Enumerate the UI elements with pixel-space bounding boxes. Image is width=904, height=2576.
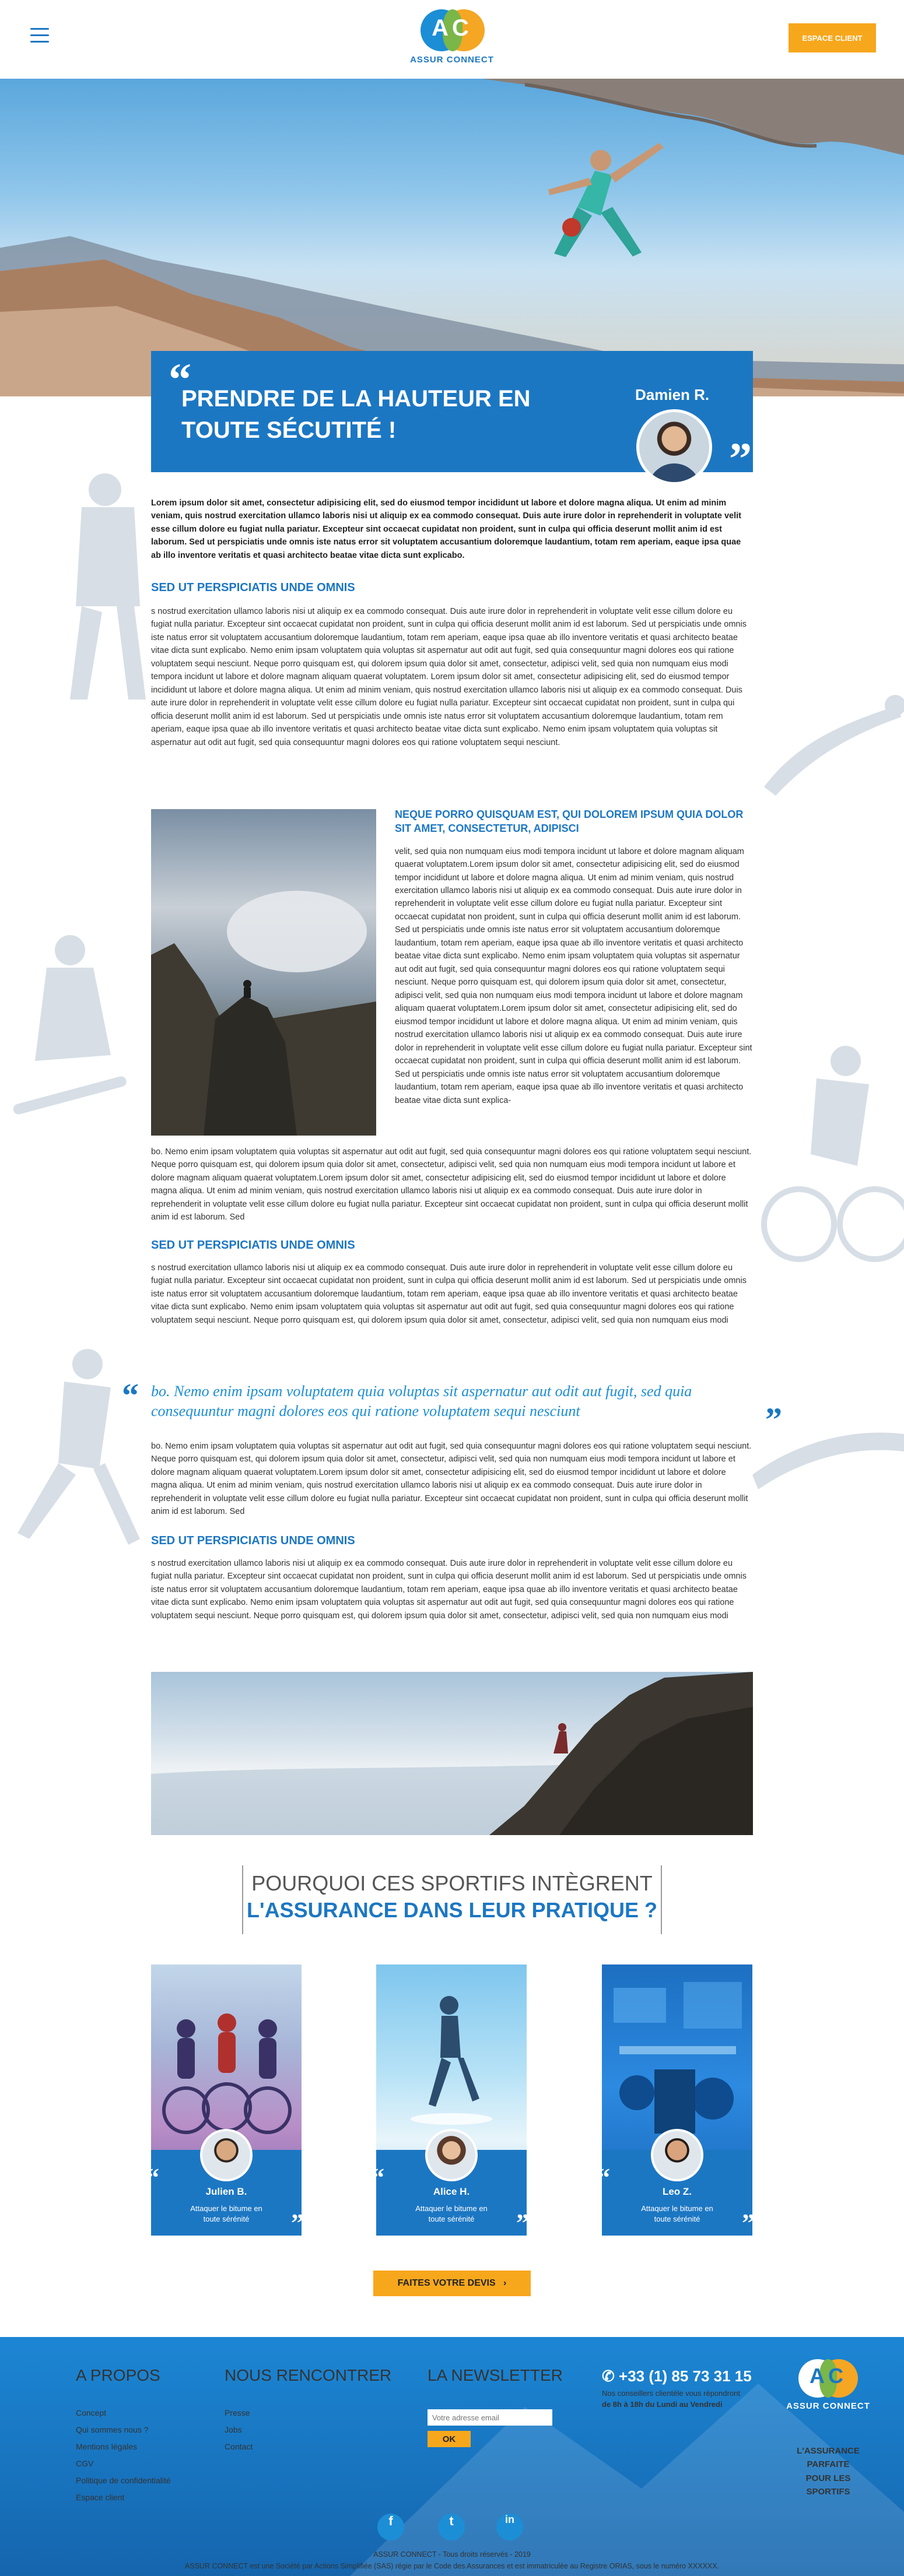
quote-close-icon: ” [729,433,752,484]
card-name: Julien B. [205,2186,247,2197]
footer-about-links [76,2405,171,2506]
sea-cliff-photo [151,1672,753,1835]
pull-quote-text: bo. Nemo enim ipsam voluptatem quia voluptas sit aspernatur aut odit aut fugit, sed quia consequuntur magni dolores eos qui ratione voluptatem sequi nesciunt [151,1383,692,1419]
mountain-photo [151,809,376,1136]
climber-figure [513,120,700,294]
section-2-continued [151,1145,753,1224]
bg-swimmer-right [752,1370,904,1516]
athlete-card[interactable] [597,1964,755,2237]
copyright: ASSUR CONNECT - Tous droits réservés - 2019 [373,2550,531,2559]
section-3-text: s nostrud exercitation ullamco laboris nisi ut aliquip ex ea commodo consequat. Duis aute irure dolor in reprehenderit in voluptate velit esse cillum dolore eu fugiat nulla pariatur. Excepteur sint occaecat cupidatat non proident, sunt in culpa qui officia deserunt mollit anim id est laborum. Sed ut perspiciatis unde omnis iste natus error sit voluptatem accusantium doloremque laudantium, totam rem aperiam, eaque ipsa quae ab illo inventore veritatis et quasi architecto beatae vitae dicta sunt explicabo. Nemo enim ipsam voluptatem quia voluptas sit aspernatur aut odit aut fugit, sed quia consequuntur magni dolores eos qui ratione voluptatem sequi nesciunt. Neque porro quisquam est, qui dolorem ipsum quia dolor sit amet, consectetur, adipisci velit, sed quia non numquam eius modi [151,1263,747,1325]
section-4-title: SED UT PERSPICIATIS UNDE OMNIS [151,1534,355,1547]
twitter-icon[interactable]: t [438,2514,465,2540]
footer-link-legal[interactable]: Mentions légales [76,2442,138,2451]
section-3-title: SED UT PERSPICIATIS UNDE OMNIS [151,1239,355,1252]
footer-link-concept[interactable]: Concept [76,2408,107,2417]
after-quote [151,1440,753,1519]
athlete-card[interactable] [146,1964,304,2237]
site-header [0,0,904,79]
footer-logo[interactable] [782,2357,875,2411]
phone-hours [602,2388,754,2410]
card-name: Leo Z. [662,2186,692,2197]
card-description: Attaquer le bitume en toute sérénité [190,2204,262,2223]
legal-notice: ASSUR CONNECT est une Société par Actions Simplifiée (SAS) régie par le Code des Assurances et est immatriculée au Registre ORIAS, sous le numéro XXXXXX. [184,2562,720,2570]
section-3 [151,1239,753,1327]
section-1-text: s nostrud exercitation ullamco laboris nisi ut aliquip ex ea commodo consequat. Duis aute irure dolor in reprehenderit in voluptate velit esse cillum dolore eu fugiat nulla pariatur. Excepteur sint occaecat cupidatat non proident, sunt in culpa qui officia deserunt mollit anim id est laborum. Sed ut perspiciatis unde omnis iste natus error sit voluptatem accusantium doloremque laudantium, totam rem aperiam, eaque ipsa quae ab illo inventore veritatis et quasi architecto beatae vitae dicta sunt explicabo. Nemo enim ipsam voluptatem quia voluptas sit aspernatur aut odit aut fugit, sed quia consequuntur magni dolores eos qui ratione voluptatem sequi nesciunt. Neque porro quisquam est, qui dolorem ipsum quia dolor sit amet, consectetur, adipisci velit, sed quia non numquam eius modi tempora incidunt ut labore et dolore magnam aliquam quaerat voluptatem. Lorem ipsum dolor sit amet, consectetur adipisicing elit, sed do eiusmod tempor incididunt ut labore et dolore magna aliqua. Ut enim ad minim veniam, quis nostrud exercitation ullamco laboris nisi ut aliquip ex ea commodo consequat. Duis aute irure dolor in reprehenderit in voluptate velit esse cillum dolore eu fugiat nulla pariatur. Excepteur sint occaecat cupidatat non proident, sunt in culpa qui officia deserunt mollit anim id est laborum. Sed ut perspiciatis unde omnis iste natus error sit voluptatem accusantium doloremque laudantium, totam rem aperiam, eaque ipsa quae ab illo inventore veritatis et quasi architecto beatae vitae dicta sunt explicabo. Nemo enim ipsam voluptatem quia voluptas sit aspernatur aut odit aut fugit, sed quia consequuntur magni dolores eos qui ratione voluptatem sequi nesciunt. [151,607,747,747]
footer-link-jobs[interactable]: Jobs [225,2425,242,2434]
footer-newsletter-title: LA NEWSLETTER [428,2366,563,2384]
pull-quote [122,1376,782,1439]
quote-open-icon: “ [122,1376,139,1414]
author-name: Damien R. [635,386,710,403]
footer-meet-links [225,2405,253,2455]
quote-close-icon: ” [291,2209,304,2237]
phone-icon: ✆ [602,2367,615,2385]
client-space-button[interactable]: ESPACE CLIENT [789,23,876,52]
arrow-right-icon: › [503,2278,507,2288]
lead-paragraph: Lorem ipsum dolor sit amet, consectetur adipisicing elit, sed do eiusmod tempor incididunt ut labore et dolore magna aliqua. Ut enim ad minim veniam, quis nostrud exercitation ullamco laboris nisi ut aliquip ex ea commodo consequat. Duis aute irure dolor in reprehenderit in voluptate velit esse cillum dolore eu fugiat nulla pariatur. Excepteur sint occaecat cupidatat non proident, sunt in culpa qui officia deserunt mollit anim id est laborum. Sed ut perspiciatis unde omnis iste natus error sit voluptatem accusantium doloremque laudantium, totam rem aperiam, eaque ipsa quae ab illo inventore veritatis et quasi architecto beatae vitae dicta sunt explicabo. [151,498,741,560]
article-title: PRENDRE DE LA HAUTEUR EN TOUTE SÉCUTITÉ ! [181,386,531,443]
athlete-card[interactable] [372,1964,529,2237]
card-description: Attaquer le bitume en toute sérénité [641,2204,713,2223]
why-heading [242,1865,662,1934]
footer-link-client-space[interactable]: Espace client [76,2493,125,2502]
quote-open-icon: “ [597,2163,610,2192]
section-2-title: NEQUE PORRO QUISQUAM EST, QUI DOLOREM IPSUM QUIA DOLOR SIT AMET, CONSECTETUR, ADIPISCI [395,809,744,835]
footer-logo-mark [796,2357,860,2400]
section-1 [151,581,753,749]
bg-cyclist-right [758,1038,904,1271]
bg-diver-right [752,670,904,845]
article-lead [151,497,753,562]
card-avatar [425,2129,478,2181]
quote-open-icon: “ [146,2163,159,2192]
after-quote-text: bo. Nemo enim ipsam voluptatem quia voluptas sit aspernatur aut odit aut fugit, sed quia consequuntur magni dolores eos qui ratione voluptatem sequi nesciunt. Neque porro quisquam est, qui dolorem ipsum quia dolor sit amet, consectetur, adipisci velit, sed quia non numquam eius modi tempora incidunt ut labore et dolore magnam aliquam quaerat voluptatem.Lorem ipsum dolor sit amet, consectetur adipisicing elit, sed do eiusmod tempor incididunt ut labore et dolore magna aliqua. Ut enim ad minim veniam, quis nostrud exercitation ullamco laboris nisi ut aliquip ex ea commodo consequat. Duis aute irure dolor in reprehenderit in voluptate velit esse cillum dolore eu fugiat nulla pariatur. Excepteur sint occaecat cupidatat non proident, sunt in culpa qui officia deserunt mollit anim id est laborum. Sed [151,1442,752,1517]
section-4-text: s nostrud exercitation ullamco laboris nisi ut aliquip ex ea commodo consequat. Duis aute irure dolor in reprehenderit in voluptate velit esse cillum dolore eu fugiat nulla pariatur. Excepteur sint occaecat cupidatat non proident, sunt in culpa qui officia deserunt mollit anim id est laborum. Sed ut perspiciatis unde omnis iste natus error sit voluptatem accusantium doloremque laudantium, totam rem aperiam, eaque ipsa quae ab illo inventore veritatis et quasi architecto beatae vitae dicta sunt explicabo. Nemo enim ipsam voluptatem quia voluptas sit aspernatur aut odit aut fugit, sed quia consequuntur magni dolores eos qui ratione voluptatem sequi nesciunt. Neque porro quisquam est, qui dolorem ipsum quia dolor sit amet, consectetur, adipisci velit, sed quia non numquam eius modi [151,1559,747,1621]
why-heading-line-1: POURQUOI CES SPORTIFS INTÈGRENT [251,1871,653,1895]
linkedin-icon[interactable]: in [496,2514,523,2540]
quote-close-icon: ” [742,2209,755,2237]
newsletter-submit-button[interactable]: OK [428,2431,471,2447]
footer-link-press[interactable]: Presse [225,2408,250,2417]
quote-request-button[interactable] [373,2271,531,2296]
bg-snowboarder-left [0,915,140,1137]
quote-request-label: FAITES VOTRE DEVIS [397,2278,496,2288]
facebook-icon[interactable]: f [377,2514,404,2540]
footer-link-privacy[interactable]: Politique de confidentialité [76,2476,171,2485]
footer-logo-name: ASSUR CONNECT [786,2401,870,2411]
quote-close-icon: ” [765,1401,782,1439]
phone-number-text: +33 (1) 85 73 31 15 [619,2367,752,2385]
menu-icon[interactable] [30,28,49,43]
footer-logo-letters: AC [810,2364,847,2388]
card-avatar [200,2129,253,2181]
footer-legal [0,2549,904,2572]
quote-open-icon: “ [169,354,191,405]
phone-hours-line-2: de 8h à 18h du Lundi au Vendredi [602,2399,723,2409]
section-2-text: velit, sed quia non numquam eius modi tempora incidunt ut labore et dolore magnam aliquam quaerat voluptatem.Lorem ipsum dolor sit amet, consectetur adipisicing elit, sed do eiusmod tempor incididunt ut labore et dolore magna aliqua. Ut enim ad minim veniam, quis nostrud exercitation ullamco laboris nisi ut aliquip ex ea commodo consequat. Duis aute irure dolor in reprehenderit in voluptate velit esse cillum dolore eu fugiat nulla pariatur. Excepteur sint occaecat cupidatat non proident, sunt in culpa qui officia deserunt mollit anim id est laborum. Sed ut perspiciatis unde omnis iste natus error sit voluptatem accusantium doloremque laudantium, totam rem aperiam, eaque ipsa quae ab illo inventore veritatis et quasi architecto beatae vitae dicta sunt explicabo. Nemo enim ipsam voluptatem quia voluptas sit aspernatur aut odit aut fugit, sed quia consequuntur magni dolores eos qui ratione voluptatem sequi nesciunt. Neque porro quisquam est, qui dolorem ipsum quia dolor sit amet, consectetur, adipisci velit, sed quia non numquam eius modi tempora incidunt ut labore et dolore magnam aliquam quaerat voluptatem.Lorem ipsum dolor sit amet, consectetur adipisicing elit, sed do eiusmod tempor incididunt ut labore et dolore magna aliqua. Ut enim ad minim veniam, quis nostrud exercitation ullamco laboris nisi ut aliquip ex ea commodo consequat. Duis aute irure dolor in reprehenderit in voluptate velit esse cillum dolore eu fugiat nulla pariatur. Excepteur sint occaecat cupidatat non proident, sunt in culpa qui officia deserunt mollit anim id est laborum. Sed ut perspiciatis unde omnis iste natus error sit voluptatem accusantium doloremque laudantium, totam rem aperiam, eaque ipsa quae ab illo inventore veritatis et quasi architecto beatae vitae dicta sunt explica- [395,846,752,1105]
logo-name: ASSUR CONNECT [410,55,494,65]
footer-link-contact[interactable]: Contact [225,2442,253,2451]
bg-runner-left [0,1341,152,1562]
newsletter-email-input[interactable] [428,2409,552,2426]
article-title-band [151,351,753,484]
footer-link-about-us[interactable]: Qui sommes nous ? [76,2425,149,2434]
card-name: Alice H. [433,2186,470,2197]
footer-link-cgv[interactable]: CGV [76,2459,94,2468]
footer-about-title: A PROPOS [76,2366,160,2384]
quote-open-icon: “ [372,2163,384,2192]
footer-meet-title: NOUS RENCONTRER [225,2366,392,2384]
section-4 [151,1534,753,1622]
logo[interactable] [408,7,496,65]
phone-hours-line-1: Nos conseillers clientèle vous répondront [602,2389,741,2398]
section-1-title: SED UT PERSPICIATIS UNDE OMNIS [151,581,355,594]
card-description: Attaquer le bitume en toute sérénité [415,2204,488,2223]
quote-close-icon: ” [516,2209,529,2237]
why-heading-line-2: L'ASSURANCE DANS LEUR PRATIQUE ? [247,1898,657,1922]
logo-mark [417,7,487,54]
phone-number[interactable] [602,2367,752,2385]
hero-image [0,79,904,396]
logo-letters: AC [432,15,472,41]
section-2 [395,807,753,1107]
author-avatar [636,409,712,485]
card-avatar [651,2129,703,2181]
footer-tagline: L'ASSURANCE PARFAITE POUR LES SPORTIFS [797,2446,860,2497]
section-2-text-continued: bo. Nemo enim ipsam voluptatem quia voluptas sit aspernatur aut odit aut fugit, sed quia consequuntur magni dolores eos qui ratione voluptatem sequi nesciunt. Neque porro quisquam est, qui dolorem ipsum quia dolor sit amet, consectetur, adipisci velit, sed quia non numquam eius modi tempora incidunt ut labore et dolore magnam aliquam quaerat voluptatem.Lorem ipsum dolor sit amet, consectetur adipisicing elit, sed do eiusmod tempor incididunt ut labore et dolore magna aliqua. Ut enim ad minim veniam, quis nostrud exercitation ullamco laboris nisi ut aliquip ex ea commodo consequat. Duis aute irure dolor in reprehenderit in voluptate velit esse cillum dolore eu fugiat nulla pariatur. Excepteur sint occaecat cupidatat non proident, sunt in culpa qui officia deserunt mollit anim id est laborum. Sed [151,1147,752,1222]
